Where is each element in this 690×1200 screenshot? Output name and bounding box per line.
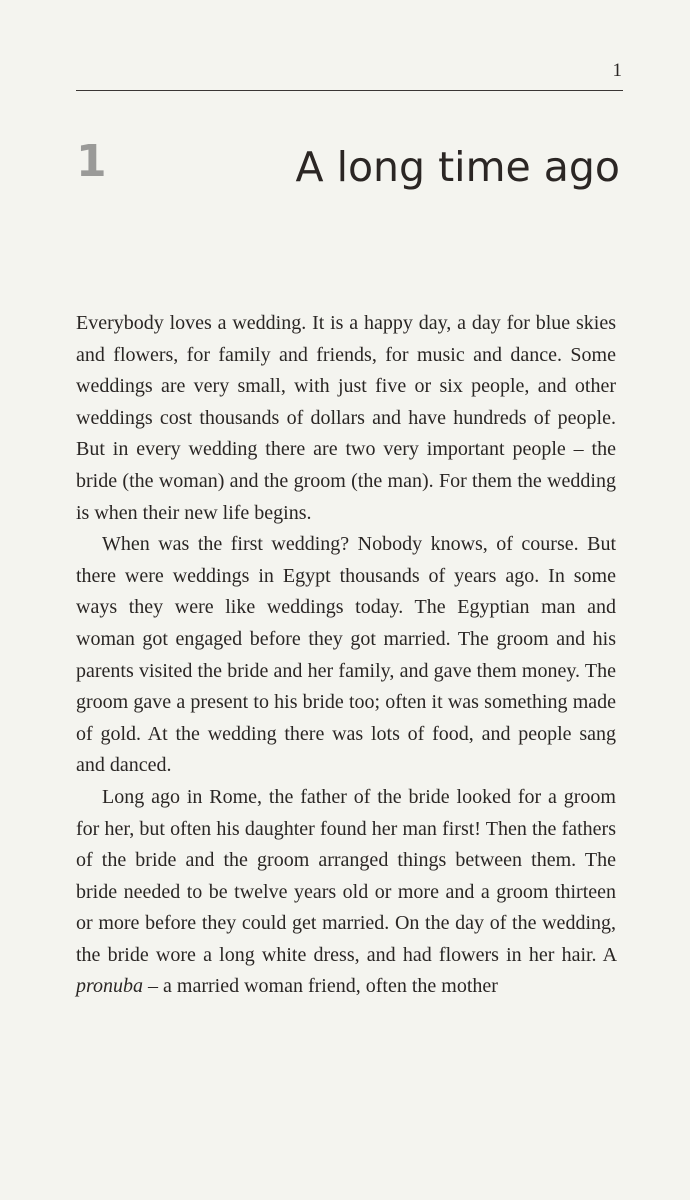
paragraph-3-text: Long ago in Rome, the father of the bride looked for a groom for her, but often his daughter found her man first! Then the fathers of the bride and the groom arranged things between them. The bride needed to be twelve years old or more and a groom thirteen or more before they could get married. On the day of the wedding, the bride wore a long white dress, and had flowers in her hair. [76,785,616,966]
chapter-title: A long time ago [295,143,620,191]
header-rule [76,90,623,91]
paragraph-1: Everybody loves a wedding. It is a happy day, a day for blue skies and flowers, for family and friends, for music and dance. Some weddings are very small, with just five or six people, and other weddings cost thousands of dollars and have hundreds of people. But in every wedding there are two very important people – the bride (the woman) and the groom (the man). For them the wedding is when their new life begins. [76,312,616,524]
body-text [76,308,616,1003]
paragraph-2: When was the first wedding? Nobody knows, of course. But there were weddings in Egypt thousands of years ago. In some ways they were like weddings today. The Egyptian man and woman got engaged before they got married. The groom and his parents visited the bride and her family, and gave them money. The groom gave a present to his bride too; often it was something made of gold. At the wedding there was lots of food, and people sang and danced. [76,533,616,777]
paragraph-3 [76,782,616,1003]
pronuba-term: pronuba [76,975,144,998]
paragraph-3-rest: – a married woman friend, often the mother [143,975,498,998]
paragraph-3-lead: A [602,943,616,966]
chapter-number: 1 [76,136,107,187]
page-number: 1 [612,60,622,81]
